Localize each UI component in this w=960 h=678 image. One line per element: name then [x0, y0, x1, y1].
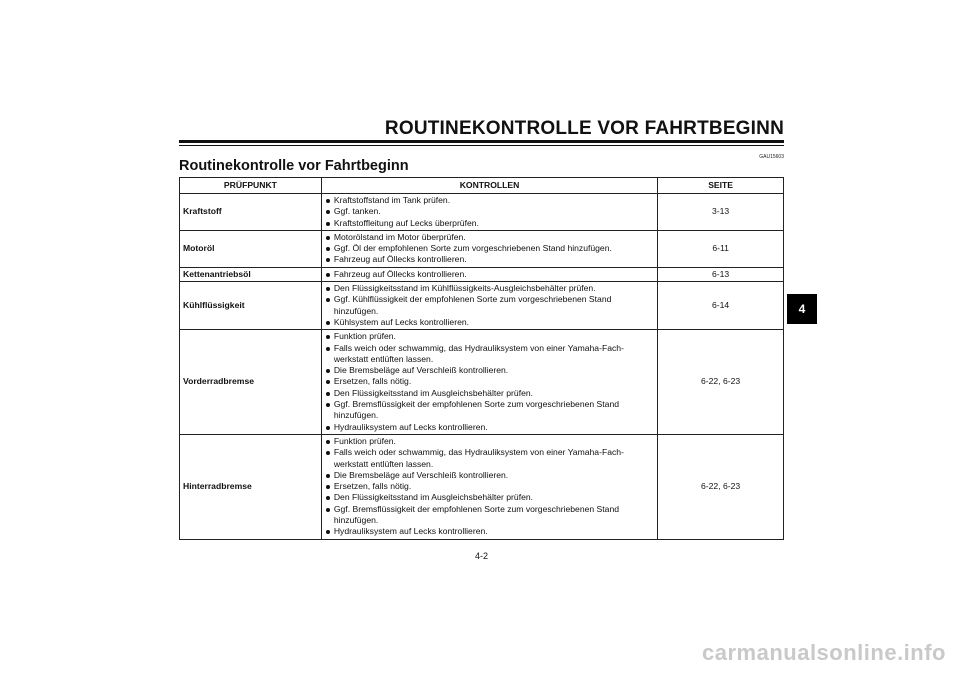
check-list-item: Ersetzen, falls nötig.	[325, 376, 654, 387]
check-list-item: Kraftstoffstand im Tank prüfen.	[325, 195, 654, 206]
watermark: carmanualsonline.info	[702, 640, 946, 665]
check-item: Vorderradbremse	[180, 330, 322, 435]
check-list	[325, 195, 654, 229]
check-list	[325, 269, 654, 280]
check-list-item: Kraftstoffleitung auf Lecks überprüfen.	[325, 218, 654, 229]
checklist-table	[179, 177, 784, 540]
check-list-cell	[321, 434, 657, 539]
check-list	[325, 283, 654, 328]
check-item: Kühlflüssigkeit	[180, 282, 322, 330]
check-list-item: Den Flüssigkeitsstand im Ausgleichsbehälter prüfen.	[325, 388, 654, 399]
check-list-item: Motorölstand im Motor überprüfen.	[325, 232, 654, 243]
check-list-item: Den Flüssigkeitsstand im Ausgleichsbehälter prüfen.	[325, 492, 654, 503]
check-list-item: Hydrauliksystem auf Lecks kontrollieren.	[325, 422, 654, 433]
check-list-item: Falls weich oder schwammig, das Hydrauliksystem von einer Yamaha-Fach-werkstatt entlüften lassen.	[325, 343, 654, 366]
check-list-item: Den Flüssigkeitsstand im Kühlflüssigkeits-Ausgleichsbehälter prüfen.	[325, 283, 654, 294]
check-list-cell	[321, 267, 657, 281]
table-row	[180, 434, 784, 539]
check-list-item: Die Bremsbeläge auf Verschleiß kontrollieren.	[325, 365, 654, 376]
column-header-item: PRÜFPUNKT	[180, 178, 322, 194]
check-list-item: Ggf. Kühlflüssigkeit der empfohlenen Sorte zum vorgeschriebenen Stand hinzufügen.	[325, 294, 654, 317]
page-reference: 6-22, 6-23	[658, 434, 784, 539]
check-list-cell	[321, 194, 657, 231]
table-row	[180, 267, 784, 281]
page-reference: 6-22, 6-23	[658, 330, 784, 435]
page-reference: 3-13	[658, 194, 784, 231]
header-rule-thick	[179, 140, 784, 143]
section-title: Routinekontrolle vor Fahrtbeginn	[179, 158, 409, 174]
column-header-page: SEITE	[658, 178, 784, 194]
table-row	[180, 330, 784, 435]
page-number: 4-2	[474, 551, 488, 561]
page-reference: 6-14	[658, 282, 784, 330]
check-list-item: Fahrzeug auf Öllecks kontrollieren.	[325, 269, 654, 280]
check-list-cell	[321, 282, 657, 330]
check-item: Hinterradbremse	[180, 434, 322, 539]
check-item: Kettenantriebsöl	[180, 267, 322, 281]
check-list-cell	[321, 230, 657, 267]
check-list	[325, 436, 654, 538]
check-list-item: Ggf. Bremsflüssigkeit der empfohlenen Sorte zum vorgeschriebenen Stand hinzufügen.	[325, 504, 654, 527]
section-code: GAU15603	[759, 154, 784, 160]
check-list-cell	[321, 330, 657, 435]
page-header-title: ROUTINEKONTROLLE VOR FAHRTBEGINN	[384, 118, 784, 139]
table-header-row	[180, 178, 784, 194]
check-list-item: Funktion prüfen.	[325, 436, 654, 447]
check-list-item: Ggf. Bremsflüssigkeit der empfohlenen Sorte zum vorgeschriebenen Stand hinzufügen.	[325, 399, 654, 422]
check-list-item: Die Bremsbeläge auf Verschleiß kontrollieren.	[325, 470, 654, 481]
check-list	[325, 331, 654, 433]
check-list-item: Falls weich oder schwammig, das Hydrauliksystem von einer Yamaha-Fach-werkstatt entlüften lassen.	[325, 447, 654, 470]
page-reference: 6-11	[658, 230, 784, 267]
column-header-checks: KONTROLLEN	[321, 178, 657, 194]
check-list	[325, 232, 654, 266]
check-list-item: Funktion prüfen.	[325, 331, 654, 342]
check-list-item: Ersetzen, falls nötig.	[325, 481, 654, 492]
table-row	[180, 282, 784, 330]
page-reference: 6-13	[658, 267, 784, 281]
check-list-item: Ggf. Öl der empfohlenen Sorte zum vorgeschriebenen Stand hinzufügen.	[325, 243, 654, 254]
header-rule-thin	[179, 145, 784, 146]
check-list-item: Hydrauliksystem auf Lecks kontrollieren.	[325, 526, 654, 537]
check-list-item: Kühlsystem auf Lecks kontrollieren.	[325, 317, 654, 328]
table-row	[180, 194, 784, 231]
check-item: Motoröl	[180, 230, 322, 267]
check-list-item: Ggf. tanken.	[325, 206, 654, 217]
table-row	[180, 230, 784, 267]
check-list-item: Fahrzeug auf Öllecks kontrollieren.	[325, 254, 654, 265]
check-item: Kraftstoff	[180, 194, 322, 231]
chapter-tab: 4	[787, 294, 817, 324]
